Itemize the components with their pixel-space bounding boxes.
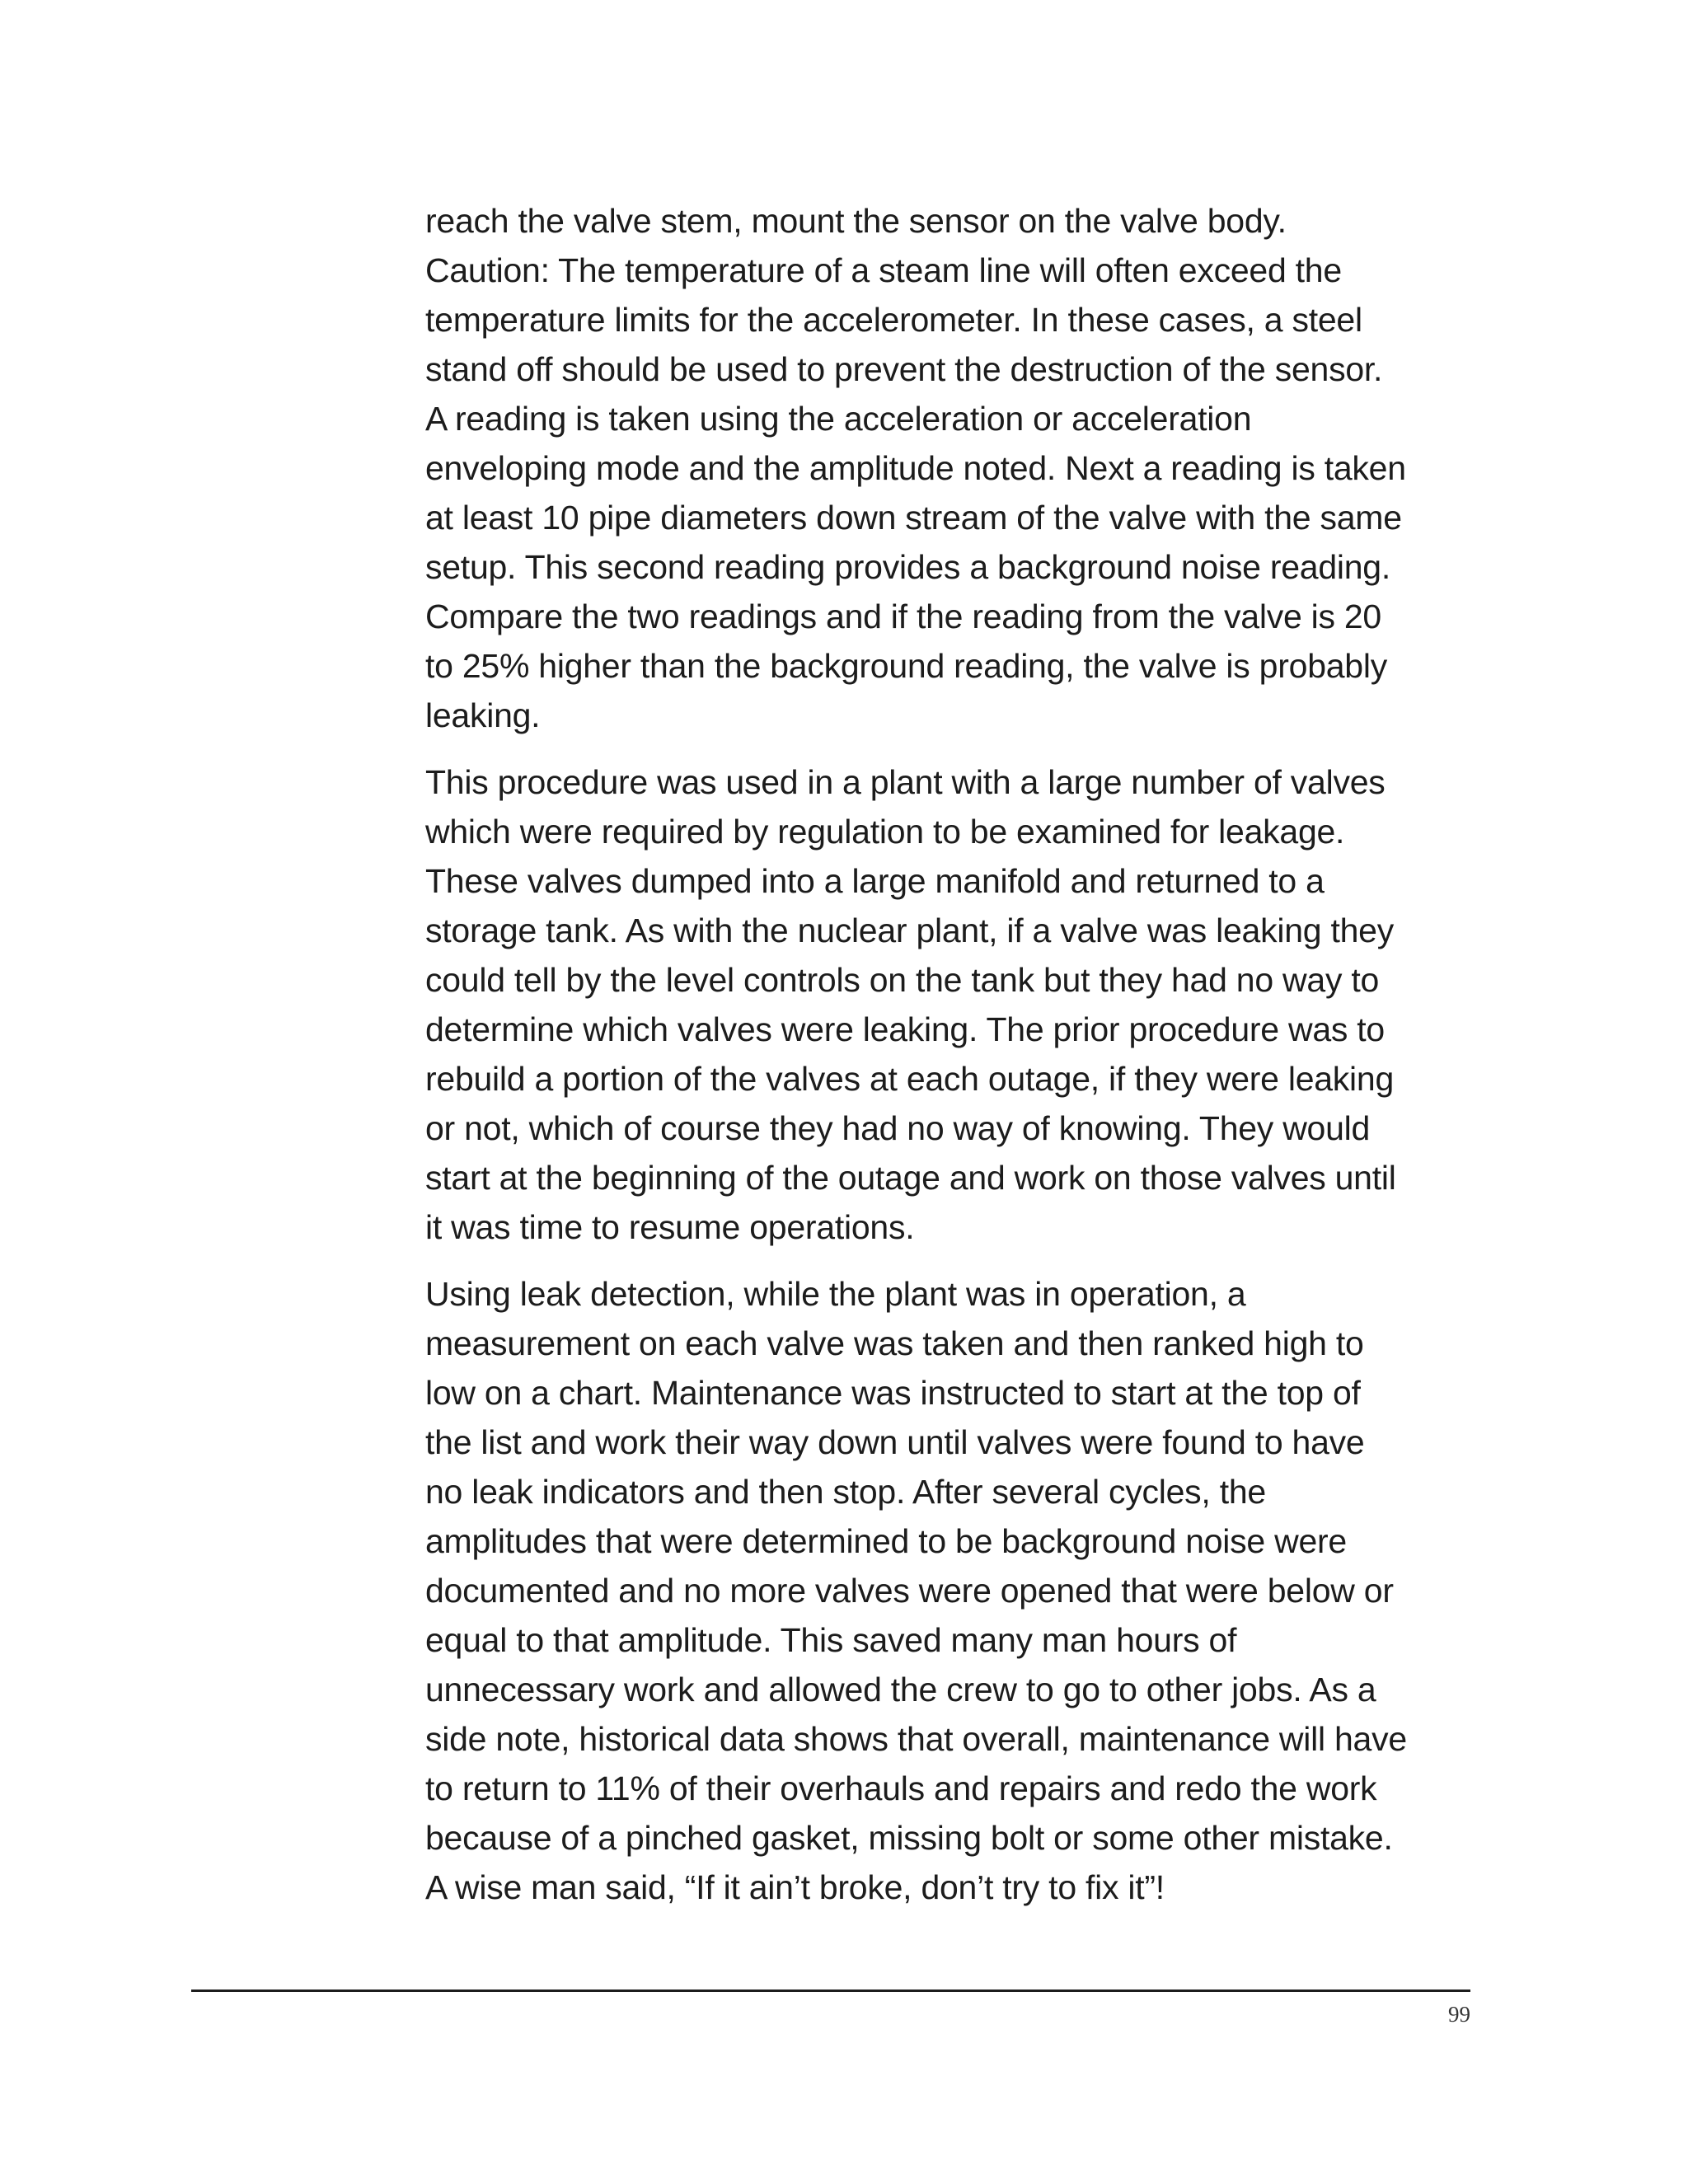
paragraph-1: [425, 196, 1489, 740]
text-line: to return to 11% of their overhauls and repairs and redo the work: [425, 1769, 1377, 1807]
text-line: Caution: The temperature of a steam line will often exceed the: [425, 251, 1342, 289]
text-line: Compare the two readings and if the reading from the valve is 20: [425, 598, 1381, 635]
text-line: leaking.: [425, 696, 541, 734]
text-line: low on a chart. Maintenance was instructed to start at the top of: [425, 1374, 1361, 1412]
body-text: [425, 196, 1489, 1929]
text-line: to 25% higher than the background reading, the valve is probably: [425, 647, 1387, 685]
text-line: reach the valve stem, mount the sensor on the valve body.: [425, 202, 1287, 240]
text-line: unnecessary work and allowed the crew to go to other jobs. As a: [425, 1671, 1376, 1708]
text-line: side note, historical data shows that overall, maintenance will have: [425, 1720, 1407, 1758]
text-line: it was time to resume operations.: [425, 1208, 915, 1246]
text-line: measurement on each valve was taken and then ranked high to: [425, 1324, 1364, 1362]
text-line: This procedure was used in a plant with a large number of valves: [425, 763, 1386, 801]
text-line: These valves dumped into a large manifold and returned to a: [425, 862, 1325, 900]
text-line: start at the beginning of the outage and work on those valves until: [425, 1159, 1396, 1197]
footer-rule: [191, 1990, 1470, 1992]
text-line: setup. This second reading provides a background noise reading.: [425, 548, 1390, 586]
text-line: Using leak detection, while the plant was in operation, a: [425, 1275, 1246, 1313]
text-line: at least 10 pipe diameters down stream of the valve with the same: [425, 499, 1402, 537]
text-line: storage tank. As with the nuclear plant, if a valve was leaking they: [425, 912, 1394, 949]
text-line: no leak indicators and then stop. After several cycles, the: [425, 1473, 1266, 1511]
text-line: A wise man said, “If it ain’t broke, don’t try to fix it”!: [425, 1868, 1165, 1906]
text-line: the list and work their way down until valves were found to have: [425, 1423, 1365, 1461]
paragraph-3: [425, 1269, 1489, 1912]
text-line: temperature limits for the accelerometer. In these cases, a steel: [425, 301, 1362, 339]
text-line: equal to that amplitude. This saved many man hours of: [425, 1621, 1237, 1659]
text-line: determine which valves were leaking. The prior procedure was to: [425, 1010, 1385, 1048]
text-line: documented and no more valves were opened that were below or: [425, 1572, 1394, 1610]
text-line: or not, which of course they had no way of knowing. They would: [425, 1109, 1371, 1147]
text-line: which were required by regulation to be examined for leakage.: [425, 813, 1345, 851]
text-line: amplitudes that were determined to be background noise were: [425, 1522, 1347, 1560]
text-line: could tell by the level controls on the tank but they had no way to: [425, 961, 1380, 999]
paragraph-2: [425, 757, 1489, 1252]
text-line: stand off should be used to prevent the destruction of the sensor.: [425, 350, 1383, 388]
page-number: 99: [1448, 2002, 1470, 2027]
text-line: A reading is taken using the acceleration or acceleration: [425, 400, 1252, 438]
text-line: because of a pinched gasket, missing bolt or some other mistake.: [425, 1819, 1393, 1857]
text-line: rebuild a portion of the valves at each outage, if they were leaking: [425, 1060, 1395, 1098]
text-line: enveloping mode and the amplitude noted. Next a reading is taken: [425, 449, 1406, 487]
